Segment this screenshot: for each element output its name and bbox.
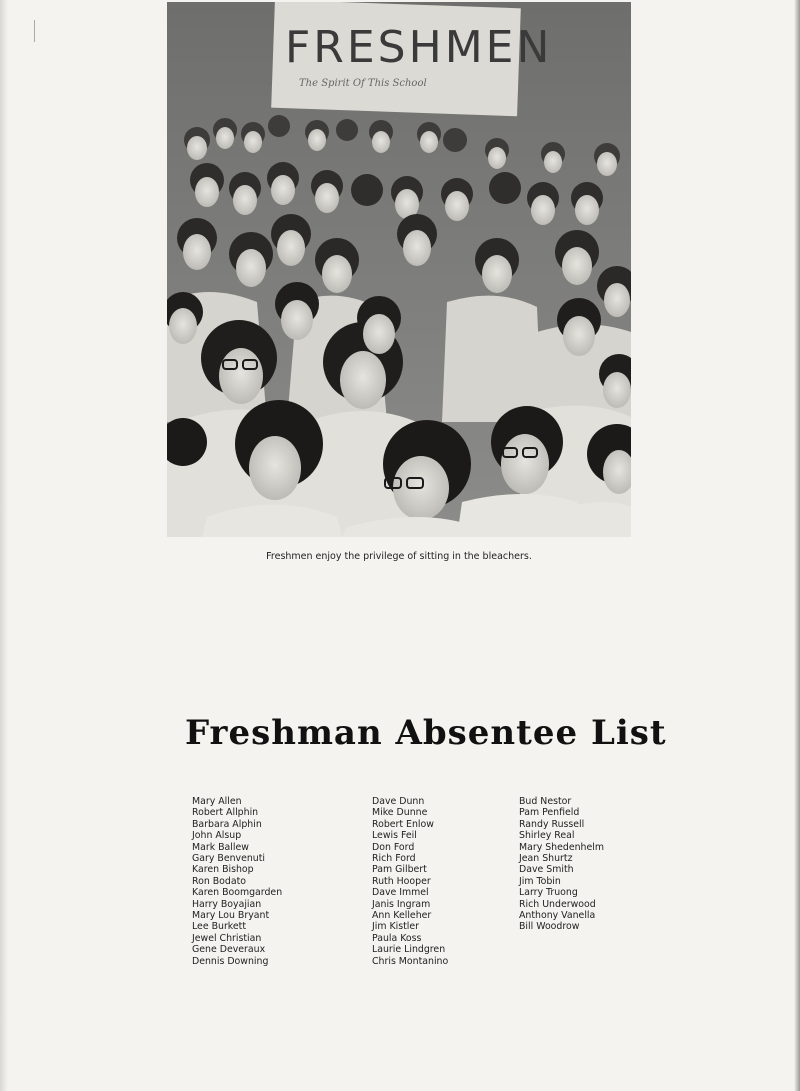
list-item: Rich Underwood [519, 898, 596, 910]
freshmen-banner [271, 2, 552, 116]
list-item: Pam Penfield [519, 807, 580, 819]
list-item: Don Ford [372, 841, 415, 853]
absentee-column-3 [519, 796, 604, 933]
list-item: Lewis Feil [372, 830, 417, 842]
list-item: Larry Truong [519, 887, 578, 899]
page-title: Freshman Absentee List [185, 713, 667, 753]
list-item: Chris Montanino [372, 955, 449, 967]
list-item: Ann Kelleher [372, 910, 432, 922]
list-item: Dave Dunn [372, 796, 425, 807]
banner-subtitle: The Spirit Of This School [299, 78, 427, 89]
list-item: Jim Tobin [519, 875, 561, 887]
list-item: Dennis Downing [192, 955, 269, 967]
photo-caption: Freshmen enjoy the privilege of sitting in the bleachers. [266, 551, 532, 562]
list-item: Mike Dunne [372, 807, 428, 819]
list-item: Karen Boomgarden [192, 887, 283, 899]
list-item: Mary Shedenhelm [519, 841, 604, 853]
banner-title: FRESHMEN [285, 22, 553, 73]
list-item: Lee Burkett [192, 921, 247, 933]
list-item: Barbara Alphin [192, 818, 262, 830]
list-item: Robert Allphin [192, 807, 259, 819]
list-item: Anthony Vanella [519, 910, 596, 922]
list-item: Laurie Lindgren [372, 944, 446, 956]
absentee-column-1 [192, 796, 282, 967]
list-item: John Alsup [192, 830, 242, 842]
list-item: Gary Benvenuti [192, 853, 266, 865]
list-item: Janis Ingram [372, 898, 431, 910]
list-item: Mary Lou Bryant [192, 910, 270, 922]
list-item: Paula Koss [372, 932, 422, 944]
list-item: Jean Shurtz [519, 853, 573, 865]
freshmen-bleachers-photo [167, 2, 631, 537]
list-item: Mary Allen [192, 796, 242, 807]
list-item: Dave Immel [372, 887, 429, 899]
list-item: Pam Gilbert [372, 864, 427, 876]
list-item: Jewel Christian [192, 932, 262, 944]
list-item: Gene Deveraux [192, 944, 266, 956]
list-item: Shirley Real [519, 830, 575, 842]
list-item: Jim Kistler [372, 921, 420, 933]
page-binding-edge [794, 0, 800, 1091]
page-edge [0, 0, 8, 1091]
list-item: Harry Boyajian [192, 898, 262, 910]
list-item: Robert Enlow [372, 818, 434, 830]
absentee-column-2 [372, 796, 448, 967]
list-item: Randy Russell [519, 818, 585, 830]
list-item: Bill Woodrow [519, 921, 580, 933]
list-item: Karen Bishop [192, 864, 254, 876]
page-mark [34, 20, 45, 42]
list-item: Ron Bodato [192, 875, 247, 887]
list-item: Rich Ford [372, 853, 416, 865]
list-item: Mark Ballew [192, 841, 249, 853]
photo-illustration [167, 2, 631, 537]
list-item: Ruth Hooper [372, 875, 431, 887]
list-item: Bud Nestor [519, 796, 572, 807]
list-item: Dave Smith [519, 864, 574, 876]
